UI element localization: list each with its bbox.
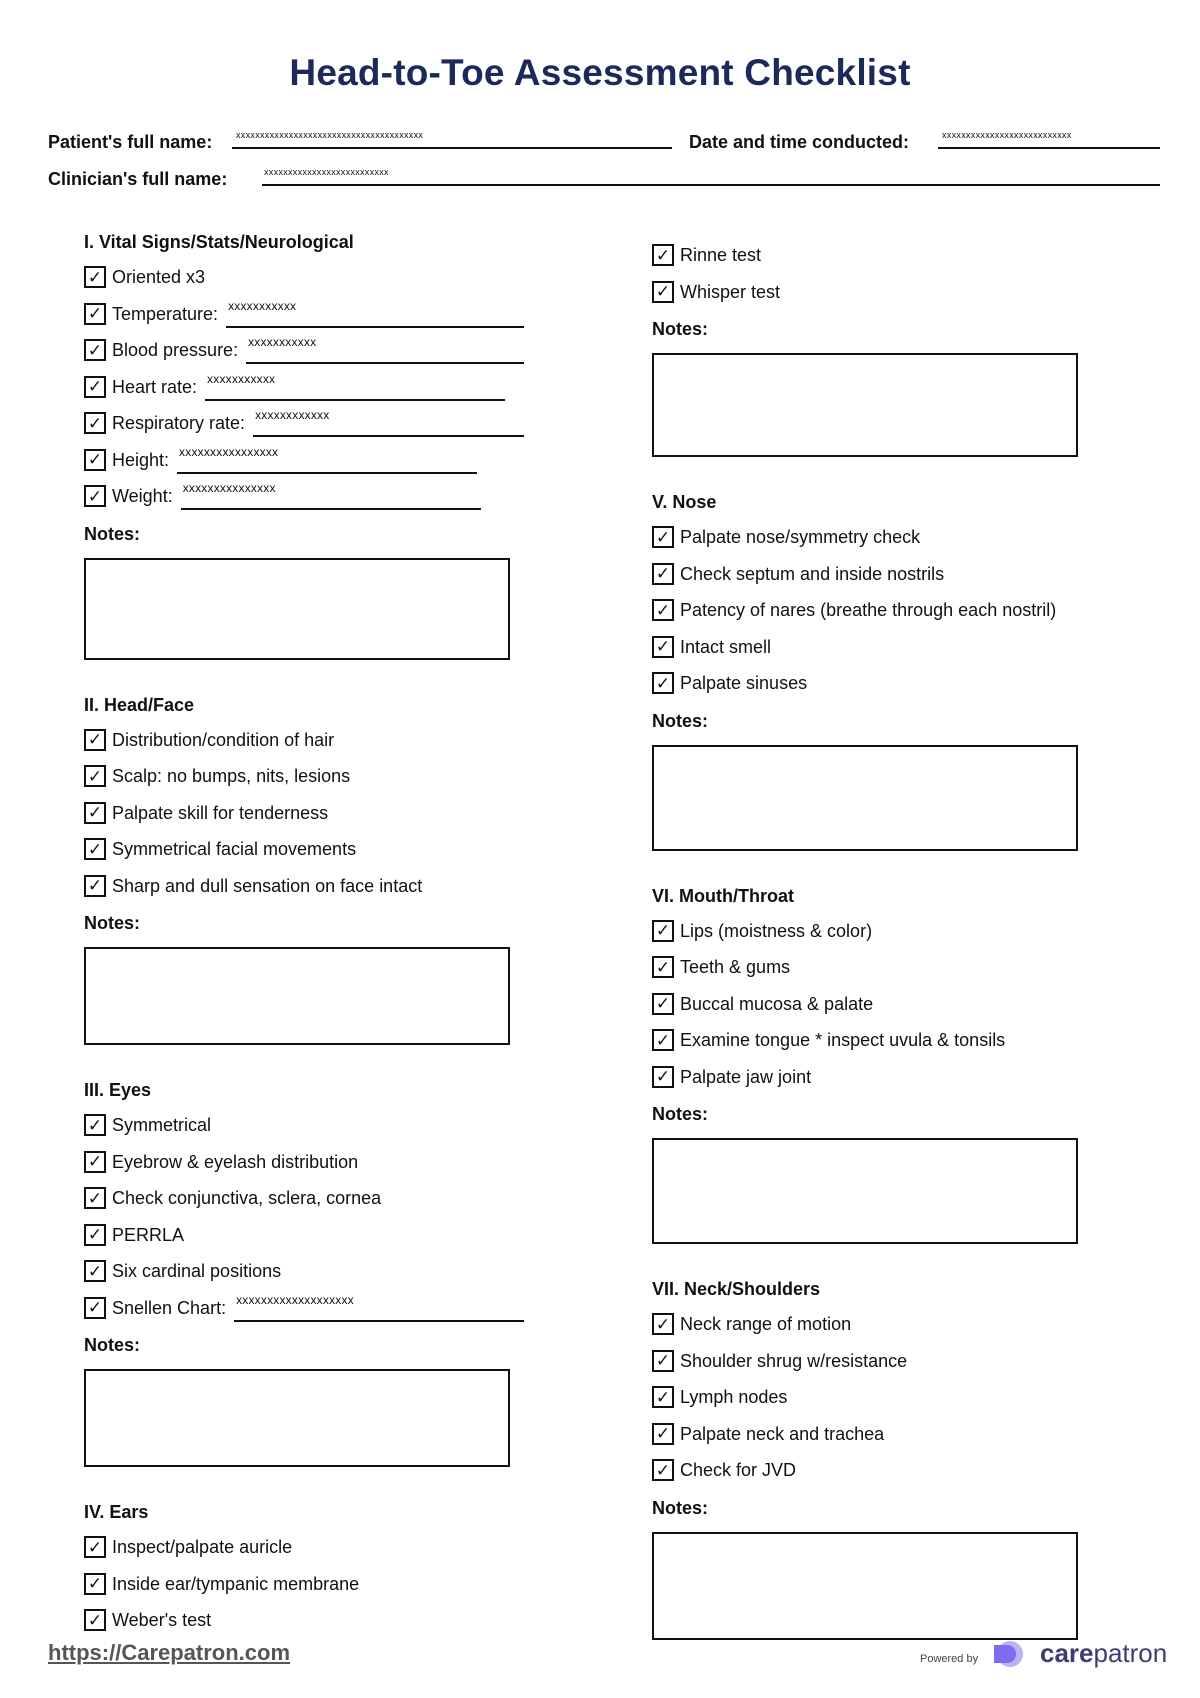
checkbox-checked[interactable]: ✓ <box>84 339 106 361</box>
checkbox-checked[interactable]: ✓ <box>84 303 106 325</box>
checklist-item[interactable] <box>652 1313 1122 1350</box>
notes-label: Notes: <box>652 710 709 731</box>
checkbox-checked[interactable]: ✓ <box>84 1114 106 1136</box>
checkbox-checked[interactable]: ✓ <box>652 956 674 978</box>
checkbox-checked[interactable]: ✓ <box>84 1224 106 1246</box>
checkbox-checked[interactable]: ✓ <box>652 636 674 658</box>
section-title-ears: IV. Ears <box>84 1502 149 1522</box>
item-label: Palpate skill for tenderness <box>112 802 329 823</box>
item-label: Examine tongue * inspect uvula & tonsils <box>680 1030 1006 1050</box>
checklist-item[interactable] <box>84 408 524 449</box>
checkbox-checked[interactable]: ✓ <box>652 1350 674 1372</box>
item-label: Inspect/palpate auricle <box>112 1537 293 1557</box>
checkbox-checked[interactable]: ✓ <box>652 1423 674 1445</box>
checklist-item[interactable] <box>84 1260 524 1297</box>
snellen-chart-field[interactable] <box>234 1292 524 1319</box>
section-title-mouth-throat: VI. Mouth/Throat <box>652 885 794 906</box>
checkbox-checked[interactable]: ✓ <box>652 1313 674 1335</box>
checklist-item[interactable] <box>652 1066 1122 1103</box>
section-title-eyes: III. Eyes <box>84 1080 152 1100</box>
brand-bold: care <box>1040 1638 1094 1668</box>
clinician-name-value: xxxxxxxxxxxxxxxxxxxxxxxxxx <box>264 167 389 177</box>
checklist-item[interactable] <box>652 526 1122 563</box>
patient-name-field[interactable] <box>232 147 672 149</box>
item-label: Snellen Chart: <box>112 1297 227 1318</box>
notes-label: Notes: <box>652 319 709 339</box>
item-label: Height: <box>112 449 170 470</box>
checklist-item[interactable] <box>652 281 1122 318</box>
checklist-item[interactable] <box>84 729 524 766</box>
checkbox-checked[interactable]: ✓ <box>652 281 674 303</box>
section-title-neck-shoulders: VII. Neck/Shoulders <box>652 1279 821 1299</box>
checkbox-checked[interactable]: ✓ <box>652 1459 674 1481</box>
checklist-item[interactable] <box>84 1292 524 1334</box>
checklist-item[interactable] <box>84 266 524 303</box>
left-column <box>84 230 524 1646</box>
notes-label: Notes: <box>84 913 141 933</box>
checklist-item[interactable] <box>652 599 1122 636</box>
checkbox-checked[interactable]: ✓ <box>652 526 674 548</box>
checkbox-checked[interactable]: ✓ <box>84 1609 106 1631</box>
notes-box-eyes[interactable] <box>84 1369 510 1467</box>
item-label: Check conjunctiva, sclera, cornea <box>112 1188 382 1208</box>
checklist-item[interactable] <box>652 1423 1122 1460</box>
checkbox-checked[interactable]: ✓ <box>652 1066 674 1088</box>
brand-light: patron <box>1093 1638 1168 1668</box>
height-field[interactable] <box>177 444 477 471</box>
item-label: Palpate jaw joint <box>680 1066 812 1087</box>
item-label: Temperature: <box>112 303 219 324</box>
item-label: Buccal mucosa & palate <box>680 993 874 1014</box>
notes-label: Notes: <box>652 1497 709 1518</box>
item-label: Whisper test <box>680 281 781 302</box>
notes-label: Notes: <box>84 1335 141 1355</box>
checklist-item[interactable] <box>652 920 1122 957</box>
checkbox-checked[interactable]: ✓ <box>652 563 674 585</box>
checklist-item[interactable] <box>84 1573 524 1610</box>
item-label: Symmetrical facial movements <box>112 839 357 859</box>
notes-label: Notes: <box>84 523 141 544</box>
checklist-item[interactable] <box>652 672 1122 709</box>
checkbox-checked[interactable]: ✓ <box>84 1536 106 1558</box>
checklist-item[interactable] <box>84 298 524 340</box>
checkbox-checked[interactable]: ✓ <box>84 266 106 288</box>
checkbox-checked[interactable]: ✓ <box>84 1573 106 1595</box>
date-time-value: xxxxxxxxxxxxxxxxxxxxxxxxxxx <box>942 130 1072 140</box>
checklist-item[interactable] <box>652 563 1122 600</box>
notes-label: Notes: <box>652 1104 709 1124</box>
item-label: Rinne test <box>680 245 762 265</box>
checkbox-checked[interactable]: ✓ <box>84 729 106 751</box>
checkbox-checked[interactable]: ✓ <box>84 875 106 897</box>
carepatron-brand <box>1040 1638 1167 1669</box>
checklist-item[interactable] <box>652 1386 1122 1423</box>
item-label: Patency of nares (breathe through each nostril) <box>680 600 1057 620</box>
checklist-item[interactable] <box>84 371 524 413</box>
item-label: Heart rate: <box>112 376 198 397</box>
checkbox-checked[interactable]: ✓ <box>84 838 106 860</box>
patient-name-value: xxxxxxxxxxxxxxxxxxxxxxxxxxxxxxxxxxxxxxx <box>236 130 424 140</box>
field-value: xxxxxxxxxxx <box>207 371 276 386</box>
checkbox-checked[interactable]: ✓ <box>84 802 106 824</box>
checklist-item[interactable] <box>652 636 1122 673</box>
checklist-item[interactable] <box>84 335 524 376</box>
checklist-item[interactable] <box>84 1536 524 1573</box>
item-label: Intact smell <box>680 636 772 657</box>
section-title-head-face: II. Head/Face <box>84 694 195 715</box>
checkbox-checked[interactable]: ✓ <box>652 993 674 1015</box>
field-value: xxxxxxxxxxxx <box>255 408 330 422</box>
checkbox-checked[interactable]: ✓ <box>652 599 674 621</box>
item-label: Lymph nodes <box>680 1387 788 1407</box>
item-label: Scalp: no bumps, nits, lesions <box>112 766 351 786</box>
notes-box-mouth-throat[interactable] <box>652 1138 1078 1244</box>
checkbox-checked[interactable]: ✓ <box>84 1187 106 1209</box>
checklist-item[interactable] <box>84 444 524 486</box>
heart-rate-field[interactable] <box>205 371 505 398</box>
checkbox-checked[interactable]: ✓ <box>652 920 674 942</box>
checkbox-checked[interactable]: ✓ <box>84 1260 106 1282</box>
clinician-name-label: Clinician's full name: <box>48 169 228 189</box>
checklist-item[interactable] <box>84 875 524 912</box>
checklist-item[interactable] <box>652 1029 1122 1066</box>
item-label: Weight: <box>112 486 173 506</box>
checklist-item[interactable] <box>84 802 524 839</box>
field-value: xxxxxxxxxxxxxxxx <box>179 444 279 459</box>
field-value: xxxxxxxxxxx <box>228 298 297 313</box>
notes-box-head-face[interactable] <box>84 947 510 1045</box>
checklist-item[interactable] <box>652 956 1122 993</box>
weight-field[interactable] <box>181 481 481 507</box>
checkbox-checked[interactable]: ✓ <box>84 376 106 398</box>
notes-box-nose[interactable] <box>652 745 1078 851</box>
date-time-field[interactable] <box>938 147 1160 149</box>
checklist-item[interactable] <box>84 1151 524 1188</box>
item-label: Lips (moistness & color) <box>680 920 873 941</box>
right-column <box>652 244 1122 1640</box>
field-value: xxxxxxxxxxx <box>248 335 317 349</box>
checklist-item[interactable] <box>84 481 524 522</box>
carepatron-link[interactable]: https://Carepatron.com <box>48 1640 291 1665</box>
date-time-label: Date and time conducted: <box>689 132 910 152</box>
item-label: Six cardinal positions <box>112 1261 282 1281</box>
section-title-vital-signs: I. Vital Signs/Stats/Neurological <box>84 232 354 252</box>
section-title-nose: V. Nose <box>652 492 717 512</box>
blood-pressure-field[interactable] <box>246 335 524 361</box>
checkbox-checked[interactable]: ✓ <box>652 1386 674 1408</box>
checklist-item[interactable] <box>84 765 524 802</box>
checkbox-checked[interactable]: ✓ <box>84 412 106 434</box>
item-label: Palpate neck and trachea <box>680 1423 885 1444</box>
item-label: Neck range of motion <box>680 1314 852 1334</box>
item-label: Symmetrical <box>112 1115 212 1135</box>
checklist-item[interactable] <box>652 1350 1122 1387</box>
checkbox-checked[interactable]: ✓ <box>84 765 106 787</box>
item-label: Palpate sinuses <box>680 673 808 693</box>
checkbox-checked[interactable]: ✓ <box>652 1029 674 1051</box>
item-label: Teeth & gums <box>680 957 791 977</box>
respiratory-rate-field[interactable] <box>253 408 524 434</box>
item-label: Inside ear/tympanic membrane <box>112 1573 360 1594</box>
item-label: Palpate nose/symmetry check <box>680 527 921 547</box>
checklist-item[interactable] <box>84 838 524 875</box>
patient-name-label: Patient's full name: <box>48 132 213 152</box>
checklist-item[interactable] <box>652 1459 1122 1496</box>
checklist-item[interactable] <box>652 244 1122 281</box>
item-label: Sharp and dull sensation on face intact <box>112 875 423 896</box>
powered-by-text: Powered by <box>920 1653 979 1665</box>
item-label: Blood pressure: <box>112 340 239 360</box>
carepatron-logo-icon <box>990 1637 1024 1671</box>
checkbox-checked[interactable]: ✓ <box>652 244 674 266</box>
item-label: Weber's test <box>112 1610 212 1630</box>
checkbox-checked[interactable]: ✓ <box>84 449 106 471</box>
notes-box-neck-shoulders[interactable] <box>652 1532 1078 1640</box>
item-label: Distribution/condition of hair <box>112 729 335 750</box>
item-label: Check septum and inside nostrils <box>680 563 945 584</box>
item-label: PERRLA <box>112 1224 185 1245</box>
item-label: Respiratory rate: <box>112 413 246 433</box>
checkbox-checked[interactable]: ✓ <box>652 672 674 694</box>
checklist-item[interactable] <box>652 993 1122 1030</box>
item-label: Eyebrow & eyelash distribution <box>112 1151 359 1172</box>
checklist-item[interactable] <box>84 1187 524 1224</box>
checklist-item[interactable] <box>84 1114 524 1151</box>
checkbox-checked[interactable]: ✓ <box>84 1151 106 1173</box>
notes-box-ears[interactable] <box>652 353 1078 457</box>
field-value: xxxxxxxxxxxxxxxxxxx <box>236 1292 354 1307</box>
checkbox-checked[interactable]: ✓ <box>84 1297 106 1319</box>
notes-box-vital-signs[interactable] <box>84 558 510 660</box>
clinician-name-field[interactable] <box>262 184 1160 186</box>
checklist-item[interactable] <box>84 1224 524 1261</box>
page-title: Head-to-Toe Assessment Checklist <box>289 52 911 93</box>
item-label: Check for JVD <box>680 1460 797 1480</box>
checkbox-checked[interactable]: ✓ <box>84 485 106 507</box>
temperature-field[interactable] <box>226 298 524 325</box>
item-label: Shoulder shrug w/resistance <box>680 1350 908 1371</box>
item-label: Oriented x3 <box>112 267 206 287</box>
field-value: xxxxxxxxxxxxxxx <box>182 481 276 495</box>
